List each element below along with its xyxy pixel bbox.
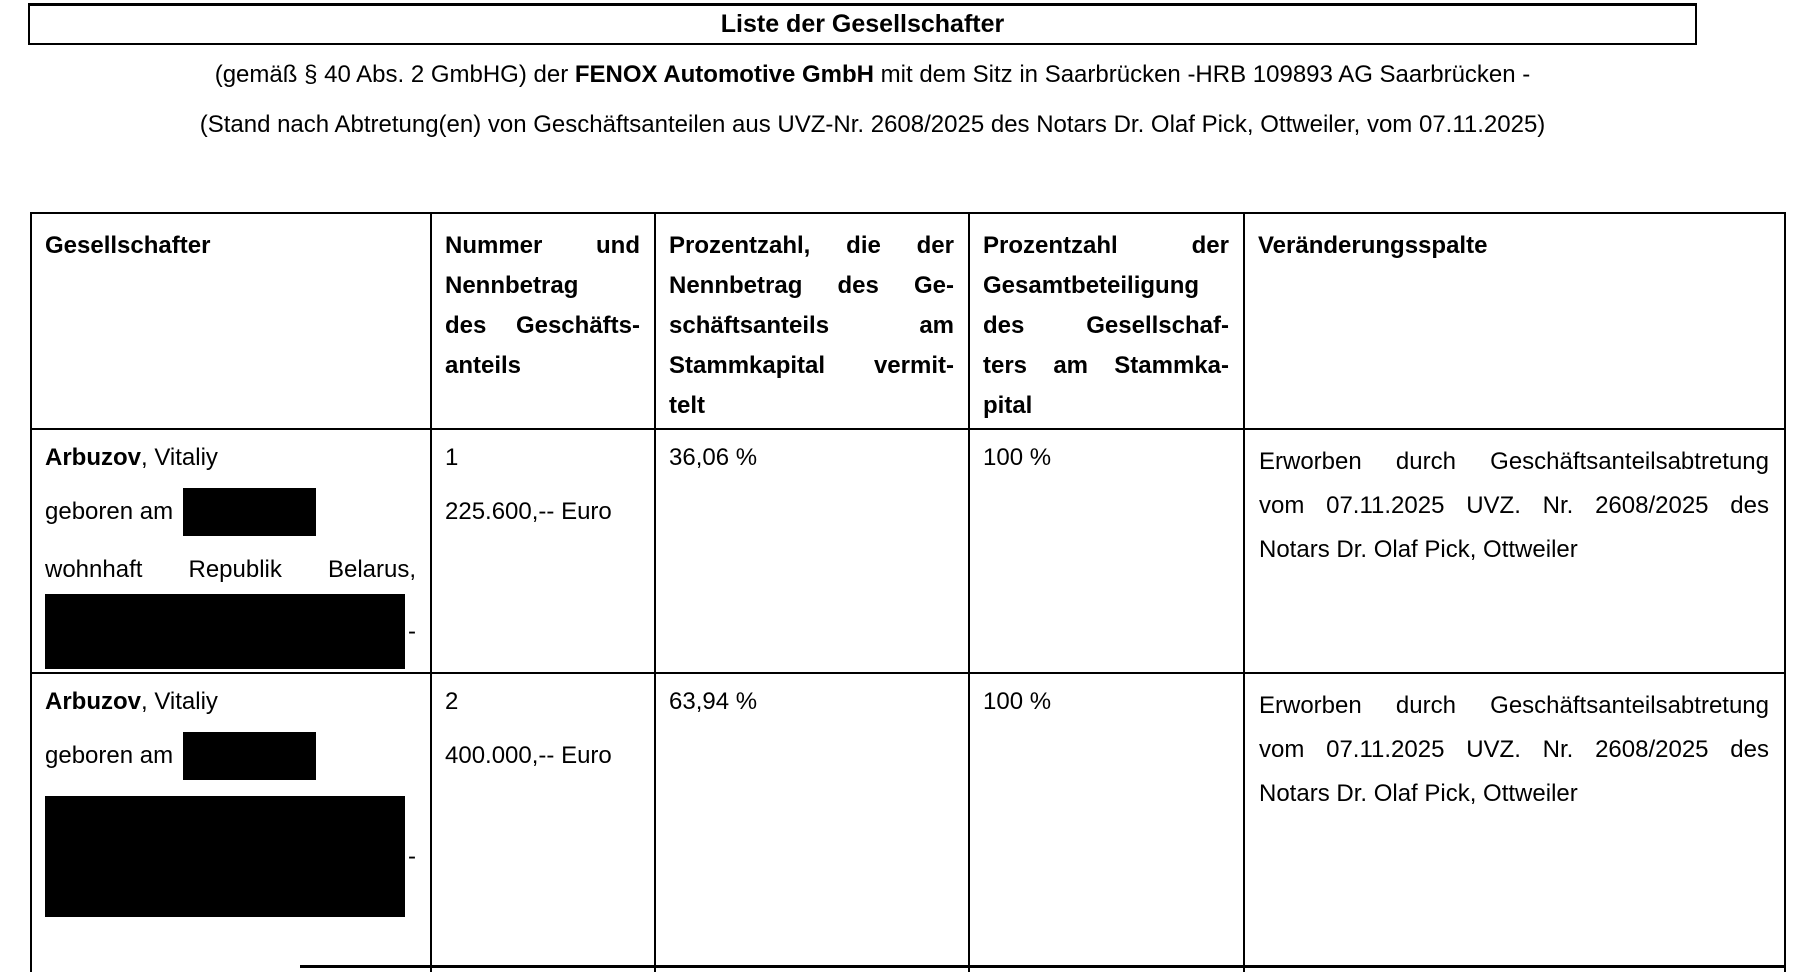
surname: Arbuzov <box>45 444 141 471</box>
cell-total-percent-row2 <box>968 672 1243 972</box>
share-percent: 63,94 % <box>669 688 758 715</box>
header-cell-prozentzahl-gesamt <box>968 212 1243 428</box>
company-name: FENOX Automotive GmbH <box>574 61 874 88</box>
header-line: Nennbetrag des Ge- <box>669 272 954 299</box>
nominal-amount: 225.600,-- Euro <box>445 498 612 525</box>
header-line: schäftsanteils am <box>669 312 954 339</box>
header-line: Stammkapital vermit- <box>669 352 954 379</box>
redaction-box-birthdate <box>183 732 316 780</box>
residence-line: wohnhaft Republik Belarus, <box>45 556 416 583</box>
born-label: geboren am <box>45 742 174 769</box>
share-number: 1 <box>445 444 459 471</box>
redaction-suffix: - <box>408 617 416 645</box>
header-cell-gesellschafter <box>30 212 430 428</box>
cell-shareholder-row2 <box>30 672 430 972</box>
shareholder-name <box>45 686 416 718</box>
birthdate-line <box>45 732 416 780</box>
subtitle-line-1 <box>0 60 1745 90</box>
surname: Arbuzov <box>45 688 141 715</box>
total-percent: 100 % <box>983 688 1052 715</box>
subtitle-1-pre: (gemäß § 40 Abs. 2 GmbHG) der <box>214 61 575 88</box>
subtitle-1-post: mit dem Sitz in Saarbrücken -HRB 109893 AG Saarbrücken - <box>873 61 1531 88</box>
page-title: Liste der Gesellschafter <box>720 10 1005 38</box>
address-line <box>45 796 416 917</box>
share-number: 2 <box>445 688 459 715</box>
change-line: Erworben durch Geschäftsanteilsabtretung <box>1259 692 1769 719</box>
birthdate-line <box>45 488 416 536</box>
header-line: Gesamtbeteiligung <box>983 272 1200 299</box>
header-line: Prozentzahl der <box>983 232 1229 259</box>
header-label: Veränderungsspalte <box>1258 232 1488 259</box>
cell-changes-row2 <box>1243 672 1786 972</box>
header-line: ters am Stammka- <box>983 352 1229 379</box>
header-cell-veraenderungsspalte <box>1243 212 1786 428</box>
cell-share-number-row1 <box>430 428 654 672</box>
redaction-box-address <box>45 594 405 669</box>
change-line: vom 07.11.2025 UVZ. Nr. 2608/2025 des <box>1259 736 1769 763</box>
redaction-box-birthdate <box>183 488 316 536</box>
title-box <box>28 3 1697 45</box>
table-bottom-border <box>300 965 1786 968</box>
change-line: vom 07.11.2025 UVZ. Nr. 2608/2025 des <box>1259 492 1769 519</box>
born-label: geboren am <box>45 498 174 525</box>
cell-changes-row1 <box>1243 428 1786 672</box>
change-line: Notars Dr. Olaf Pick, Ottweiler <box>1259 536 1578 563</box>
cell-total-percent-row1 <box>968 428 1243 672</box>
cell-share-percent-row2 <box>654 672 968 972</box>
redaction-suffix: - <box>408 842 416 870</box>
header-line: des Geschäfts- <box>445 312 640 339</box>
change-line: Erworben durch Geschäftsanteilsabtretung <box>1259 448 1769 475</box>
subtitle-2-text: (Stand nach Abtretung(en) von Geschäftsanteilen aus UVZ-Nr. 2608/2025 des Notars Dr. Olaf Pick, Ottweiler, vom 07.11.2025) <box>199 111 1546 138</box>
header-cell-prozentzahl-anteil <box>654 212 968 428</box>
subtitle-line-2 <box>0 110 1745 140</box>
header-line: Nummer und <box>445 232 640 259</box>
cell-share-percent-row1 <box>654 428 968 672</box>
header-line: telt <box>669 392 705 419</box>
share-percent: 36,06 % <box>669 444 758 471</box>
shareholders-table <box>30 212 1786 972</box>
header-line: pital <box>983 392 1033 419</box>
cell-shareholder-row1 <box>30 428 430 672</box>
shareholder-name <box>45 442 416 474</box>
address-line <box>45 594 416 669</box>
nominal-amount: 400.000,-- Euro <box>445 742 612 769</box>
header-line: des Gesellschaf- <box>983 312 1229 339</box>
given-name: , Vitaliy <box>141 444 218 471</box>
header-line: anteils <box>445 352 522 379</box>
header-line: Nennbetrag <box>445 272 579 299</box>
given-name: , Vitaliy <box>141 688 218 715</box>
header-label: Gesellschafter <box>45 232 211 259</box>
change-line: Notars Dr. Olaf Pick, Ottweiler <box>1259 780 1578 807</box>
redaction-box-address <box>45 796 405 917</box>
header-cell-nummer-nennbetrag <box>430 212 654 428</box>
total-percent: 100 % <box>983 444 1052 471</box>
cell-share-number-row2 <box>430 672 654 972</box>
header-line: Prozentzahl, die der <box>669 232 954 259</box>
